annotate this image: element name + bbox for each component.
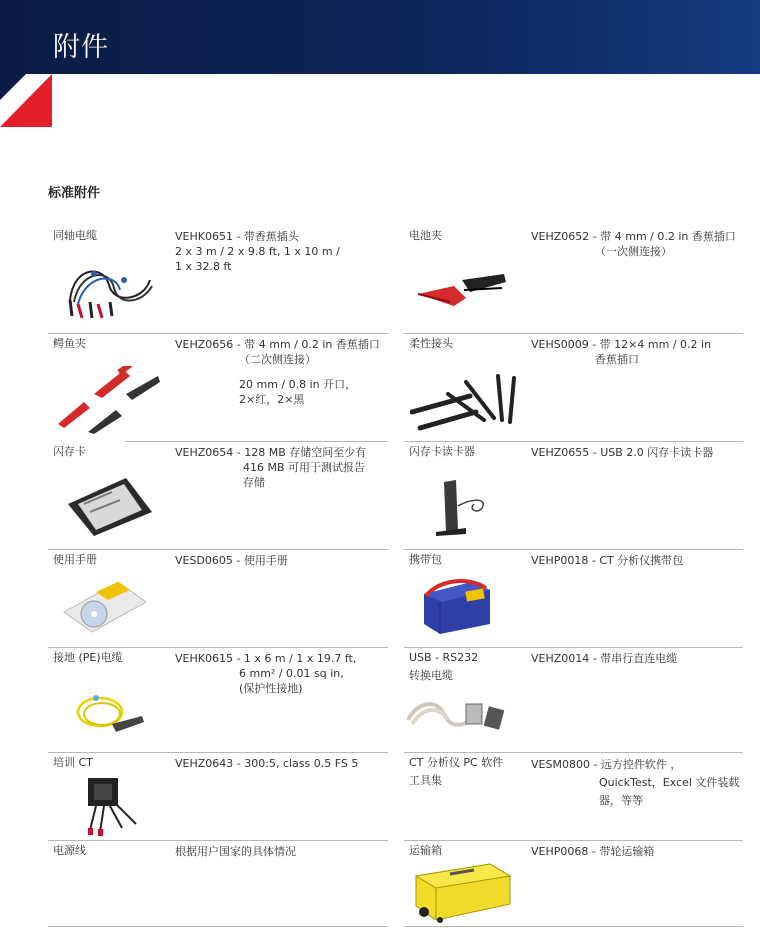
row-divider — [404, 441, 743, 442]
item-label-card-reader: 闪存卡读卡器 — [409, 445, 475, 458]
row-divider — [404, 549, 743, 550]
row-divider — [48, 926, 388, 927]
item-desc-coax: VEHK0651 - 带香蕉插头 2 x 3 m / 2 x 9.8 ft, 1 x 10 m / 1 x 32.8 ft — [175, 230, 340, 273]
item-desc-battery-clip: VEHZ0652 - 带 4 mm / 0.2 in 香蕉插口 （一次侧连接） — [531, 230, 736, 258]
row-divider — [404, 926, 743, 927]
row-divider — [48, 647, 388, 648]
item-desc-pe-cable: VEHK0615 - 1 x 6 m / 1 x 19.7 ft, 6 mm² / 0.01 sq in, (保护性接地) — [175, 652, 357, 695]
item-desc-training-ct: VEHZ0643 - 300:5, class 0.5 FS 5 — [175, 757, 359, 770]
flex-probe-icon — [410, 372, 522, 434]
row-divider — [404, 647, 743, 648]
item-label-flash-card: 闪存卡 — [53, 445, 86, 458]
serial-cable-icon — [404, 690, 508, 738]
row-divider — [404, 840, 743, 841]
item-label-usb-rs232: USB - RS232 转换电缆 — [409, 651, 479, 682]
row-divider — [125, 441, 388, 442]
manual-cd-icon — [60, 578, 150, 636]
row-divider — [48, 752, 388, 753]
carry-bag-icon — [420, 576, 492, 636]
item-label-manual: 使用手册 — [53, 553, 97, 566]
item-desc-flash-card: VEHZ0654 - 128 MB 存储空间至少有 416 MB 可用于测试报告 存储 — [175, 446, 367, 489]
row-divider — [48, 549, 388, 550]
item-label-flex-connector: 柔性接头 — [409, 337, 453, 350]
item-label-training-ct: 培训 CT — [53, 756, 93, 769]
item-label-carry-bag: 携带包 — [409, 553, 442, 566]
item-label-battery-clip: 电池夹 — [409, 229, 442, 242]
item-label-pe-cable: 接地 (PE)电缆 — [53, 651, 123, 664]
ground-cable-icon — [72, 690, 146, 738]
crocodile-clip-icon — [54, 366, 162, 436]
cable-bundle-icon — [64, 260, 156, 322]
item-label-transport-case: 运输箱 — [409, 844, 442, 857]
item-desc-carry-bag: VEHP0018 - CT 分析仪携带包 — [531, 554, 684, 567]
battery-clip-icon — [414, 268, 510, 318]
item-label-coax: 同轴电缆 — [53, 229, 97, 242]
item-desc-pc-toolset: VESM0800 - 远方控件软件 ， QuickTest，Excel 文件装载 器，等等 — [531, 758, 740, 807]
transport-case-icon — [410, 860, 514, 924]
item-desc-flex-connector: VEHS0009 - 带 12×4 mm / 0.2 in 香蕉插口 — [531, 338, 712, 366]
row-divider — [48, 840, 388, 841]
item-desc-usb-rs232: VEHZ0014 - 带串行直连电缆 — [531, 652, 678, 665]
item-desc-manual: VESD0605 - 使用手册 — [175, 554, 288, 567]
flash-card-icon — [64, 474, 154, 538]
header-corner-navy — [0, 74, 26, 100]
training-ct-icon — [82, 774, 142, 836]
section-heading: 标准附件 — [48, 186, 101, 201]
row-divider — [404, 752, 743, 753]
item-label-croc-clip: 鳄鱼夹 — [53, 337, 86, 350]
item-desc-croc-clip: VEHZ0656 - 带 4 mm / 0.2 in 香蕉插口 （二次侧连接） 20 mm / 0.8 in 开口， 2×红，2×黑 — [175, 338, 380, 406]
page-title: 附件 — [53, 32, 109, 63]
item-desc-transport-case: VEHP0068 - 带轮运输箱 — [531, 845, 655, 858]
item-label-power-cord: 电源线 — [53, 844, 86, 857]
page-header — [0, 0, 760, 74]
item-label-pc-toolset: CT 分析仪 PC 软件 工具集 — [409, 756, 504, 787]
row-divider — [48, 333, 388, 334]
item-desc-power-cord: 根据用户国家的具体情况 — [175, 845, 296, 858]
card-reader-icon — [432, 476, 494, 538]
item-desc-card-reader: VEHZ0655 - USB 2.0 闪存卡读卡器 — [531, 446, 714, 459]
row-divider — [404, 333, 743, 334]
